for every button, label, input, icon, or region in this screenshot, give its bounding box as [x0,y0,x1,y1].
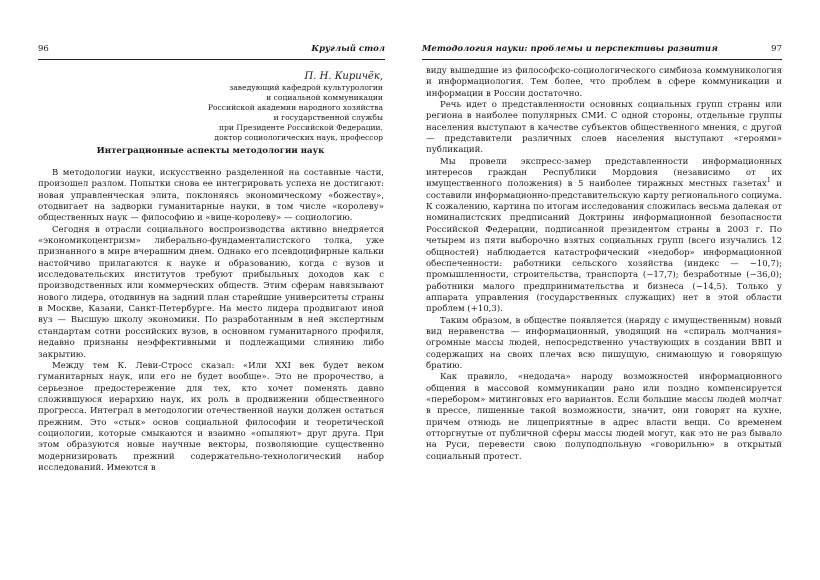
page-number: 96 [38,44,49,54]
affiliation-line: и социальной коммуникации [266,93,383,102]
paragraph-part: и составили информационно-представительскую карту регионального социума. К сожалению, картина по итогам исследования сложилась весьма далекая от номиналистских предписаний Доктрины информационной безопасности Российской Федерации, подписанной президентом страны в 2003 г. По четырем из пяти выборочно взятых социальных групп (всего изучались 12 общностей) наблюдается катастрофический «недобор» информационной обеспеченности: работники сельского хозяйства (индекс — −10,7); промышленности, строительства, транспорта (−17,7); безработные (−36,0); работники малого предпринимательства и бизнеса (−14,5). Только у аппарата управления (государственных служащих) нет в этой области проблем (+10,3). [426,179,782,315]
affiliation-line: и государственной службы [273,113,383,122]
paragraph-continuation: виду вышедшие из философско-социологического симбиоза коммуникология и информациология. Тем более, что проблем в сфере коммуникации и информации в России достаточно. [426,66,782,99]
running-head [422,44,782,60]
paragraph: Речь идет о представленности основных социальных групп страны или региона в наиболее популярных СМИ. С одной стороны, отдельные группы населения выступают в качестве субъектов общественного мнения, с другой — представители различных слоев населения выступают «героями» публикаций. [426,100,782,156]
article-body [38,168,384,474]
paragraph-part: Мы провели экспресс-замер представленности информационных интересов граждан Республики Мордовия (независимо от их имущественного положения) в 5 наиболее тиражных местных газетах [426,156,782,190]
running-head-title: Методология науки: проблемы и перспективы развития [422,44,718,54]
footnote-marker[interactable]: 1 [766,177,771,185]
running-head [38,44,385,60]
running-head-title: Круглый стол [311,44,385,54]
affiliation-line: Российской академии народного хозяйства [207,103,383,112]
affiliation-line: при Президенте Российской Федерации, [218,123,383,132]
paragraph: Таким образом, в обществе появляется (наряду с имущественным) новый вид неравенства — информационный, уводящий на «спираль молчания» огромные массы людей, непосредственно участвующих в создании ВВП и содержащих на своих плечах всю пишущую, снимающую и говорящую братию. [426,315,782,371]
affiliation-line: доктор социологических наук, профессор [214,133,383,142]
paragraph: Сегодня в отрасли социального воспроизводства активно внедряется «экономикоцентризм» либерально-фундаменталистского толка, уже признанного в мире вчерашним днем. Однако его псевдоцифирные кальки настойчиво прилагаются к науке и образованию, когда с вузов и исследовательских институтов требуют прибыльных доходов как с производственных или коммерческих обществ. Этим сферам навязывают нового лидера, отодвинув на задний план старейшие университеты страны в Москве, Казани, Санкт-Петербурге. На место лидера продвигают иной вуз — Высшую школу экономики. По разработанным в ней экспертным стандартам сотни российских вузов, в основном гуманитарного профиля, недавно признаны неэффективными и подлежащими слиянию либо закрытию. [38,224,384,360]
article-body [426,66,782,463]
right-page [410,0,820,580]
page-number: 97 [771,44,782,54]
paragraph: Как правило, «недодача» народу возможностей информационного общения в массовой коммуникации рано или поздно компенсируется «перебором» митинговых его вариантов. Если большие массы людей молчат в прессе, лишенные такой возможности, значит, они говорят на кухне, причем отнюдь не лицеприятные в адрес власти вещи. Со временем отторгнутые от публичной сферы массы людей могут, как это не раз бывало на Руси, перевести свою полуподпольную «говорильню» в открытый социальный протест. [426,372,782,462]
affiliation-line: заведующий кафедрой культурологии [229,83,383,92]
author-block [38,70,383,143]
paragraph: Между тем К. Леви-Стросс сказал: «Или XXI век будет веком гуманитарных наук, или его не будет вообще». Это не пророчество, а серьезное предостережение для тех, кто хочет поменять давно сложившуюся иерархию наук, их роль в продвижении общественного прогресса. Интеграл в методологии отечественной науки должен остаться прежним. Это «стык» основ социальной философии и теоретической социологии, которые смыкаются и взаимно «опыляют» друг друга. При этом образуются новые научные векторы, позволяющие существенно модернизировать прежний содержательно-технологический набор исследований. Имеются в [38,360,384,473]
author-name: П. Н. Киричёк, [304,71,383,82]
section-title: Интеграционные аспекты методологии наук [96,146,325,156]
paragraph: В методологии науки, искусственно разделенной на составные части, произошел разлом. Попытки снова ее интегрировать успеха не достигают: новая управленческая элита, поклоняясь экономическому «божеству», отодвигает на задворки гуманитарные науки, в том числе «королеву» общественных наук — философию и «вице-королеву» — социологию. [38,168,384,224]
paragraph [426,157,782,316]
